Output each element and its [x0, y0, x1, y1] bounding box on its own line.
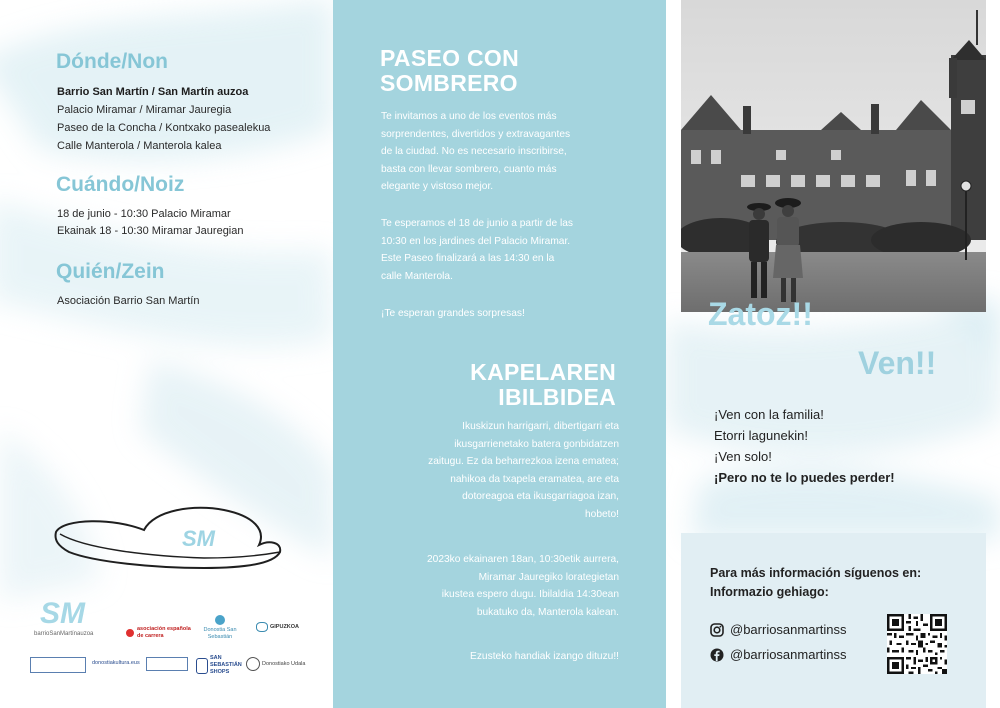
text-line: basta con llevar sombrero, cuanto más: [381, 163, 557, 175]
sponsor-logo: [30, 657, 86, 673]
invite-bold-line: ¡Pero no te lo puedes perder!: [714, 470, 895, 485]
zatoz-heading: Zatoz!!: [708, 296, 813, 332]
text-line: Te esperamos el 18 de junio a partir de las: [381, 218, 573, 229]
facebook-handle[interactable]: @barriosanmartinss: [730, 647, 847, 662]
text-line: bukatuko da, Manterola kalean.: [476, 606, 619, 618]
title-line: SOMBRERO: [380, 70, 518, 96]
svg-text:SM: SM: [182, 526, 215, 551]
paragraph: [381, 108, 570, 196]
text-line: nahikoa da txapela eramatea, are eta: [450, 473, 619, 485]
paragraph: ¡Te esperan grandes sorpresas!: [381, 308, 525, 319]
sponsor-name: GIPUZKOA: [270, 623, 300, 630]
who-line: Asociación Barrio San Martín: [57, 295, 200, 307]
invite-line: ¡Ven solo!: [714, 449, 772, 464]
text-line: Este Paseo finalizará a las 14:30 en la: [381, 253, 555, 265]
sponsor-name: donostiakultura.eus: [92, 660, 140, 666]
paragraph: Ezusteko handiak izango dituzu!!: [470, 651, 619, 662]
where-line: Palacio Miramar / Miramar Jauregia: [57, 104, 232, 116]
qr-code[interactable]: [887, 614, 947, 674]
palace-photo: [681, 0, 986, 312]
title-line: IBILBIDEA: [498, 384, 616, 410]
sponsor-logo: [256, 622, 299, 632]
leaf-icon: [256, 622, 268, 632]
info-title: Para más información síguenos en:: [710, 566, 922, 580]
facebook-link[interactable]: [710, 647, 847, 662]
text-line: elegante y vistoso mejor.: [381, 181, 494, 193]
sponsor-name: Donostia San Sebastián: [203, 627, 237, 640]
facebook-icon: [710, 648, 724, 662]
circle-icon: [126, 629, 134, 637]
where-line: Calle Manterola / Manterola kalea: [57, 140, 222, 152]
sponsor-logo: [126, 626, 195, 640]
sm-logo-text: barrioSanMartínauzoa: [34, 631, 94, 637]
text-line: de la ciudad. No es necesario inscribirse,: [381, 146, 567, 158]
sponsor-name: SAN SEBASTIÁN SHOPS: [210, 655, 242, 675]
when-line: 18 de junio - 10:30 Palacio Miramar: [57, 208, 231, 220]
instagram-handle[interactable]: @barriosanmartinss: [730, 622, 847, 637]
hat-logo: [54, 500, 284, 572]
text-line: Miramar Jauregiko lorategietan: [478, 571, 619, 583]
section-title: [380, 46, 519, 96]
left-panel: [0, 0, 333, 708]
text-line: 2023ko ekainaren 18an, 10:30etik aurrera,: [426, 554, 619, 565]
shield-icon: [246, 657, 260, 671]
text-line: dotoreagoa eta ikusgarriagoa izan,: [462, 491, 619, 503]
title-line: KAPELAREN: [470, 359, 616, 385]
instagram-link[interactable]: [710, 622, 847, 637]
where-line: Barrio San Martín / San Martín auzoa: [57, 86, 249, 98]
section-title: [470, 360, 616, 410]
text-line: calle Manterola.: [381, 270, 453, 282]
sponsor-logo: [246, 657, 306, 671]
when-line: Ekainak 18 - 10:30 Miramar Jauregian: [57, 225, 244, 237]
when-heading: Cuándo/Noiz: [56, 173, 185, 196]
text-line: Te invitamos a uno de los eventos más: [381, 111, 557, 122]
text-line: ikusgarrienetako batera gonbidatzen: [454, 438, 619, 450]
invite-line: Etorri lagunekin!: [714, 428, 808, 443]
where-heading: Dónde/Non: [56, 50, 168, 73]
invite-line: ¡Ven con la familia!: [714, 407, 824, 422]
info-title: Informazio gehiago:: [710, 585, 829, 599]
paragraph: [427, 551, 619, 621]
text-line: sorprendentes, divertidos y extravagantes: [381, 128, 571, 140]
sponsor-logo: [196, 655, 244, 676]
paragraph: [428, 418, 619, 524]
sponsor-logo: [202, 615, 238, 641]
ven-heading: Ven!!: [858, 345, 937, 381]
text-line: zaitugu. Ez da beharrezkoa izena ematea;: [428, 456, 619, 468]
shop-icon: [196, 658, 208, 674]
title-line: PASEO CON: [380, 45, 520, 71]
info-box: [681, 533, 986, 708]
text-line: hobeto!: [585, 508, 619, 520]
paragraph: [381, 215, 573, 285]
who-heading: Quién/Zein: [56, 260, 165, 283]
text-line: Ikuskizun harrigarri, dibertigarri eta: [462, 421, 619, 432]
middle-panel: [333, 0, 666, 708]
drop-icon: [215, 615, 225, 625]
where-line: Paseo de la Concha / Kontxako pasealekua: [57, 122, 271, 134]
sponsor-name: asociación española de carrera: [137, 626, 191, 639]
text-line: ikustea espero dugu. Ibilaldia 14:30ean: [441, 589, 619, 601]
instagram-icon: [710, 623, 724, 637]
sponsor-logo: [146, 657, 188, 671]
svg-text:SM: SM: [40, 597, 85, 630]
sponsor-name: Donostiako Udala: [262, 660, 306, 667]
text-line: 10:30 en los jardines del Palacio Miramar.: [381, 235, 571, 247]
